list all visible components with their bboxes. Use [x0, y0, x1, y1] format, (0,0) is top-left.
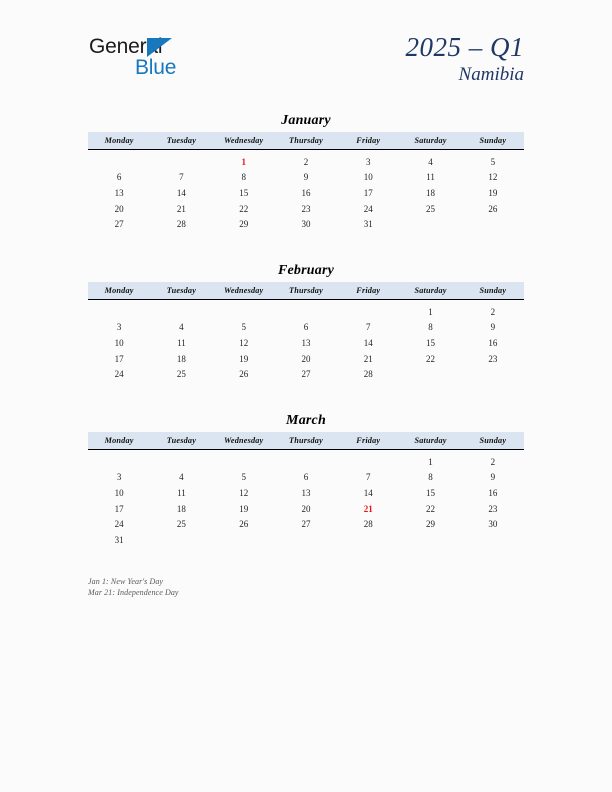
day-cell[interactable]: 14	[363, 337, 373, 348]
day-cell[interactable]: 20	[301, 353, 311, 364]
day-cell[interactable]: 28	[363, 519, 373, 530]
day-cell[interactable]: 22	[426, 503, 436, 514]
day-cell-empty	[213, 300, 275, 320]
table-row	[88, 300, 524, 320]
day-cell[interactable]: 10	[114, 487, 124, 498]
holiday-note: Mar 21: Independence Day	[88, 588, 179, 597]
day-cell[interactable]: 5	[241, 472, 246, 483]
day-cell[interactable]: 16	[488, 337, 498, 348]
day-cell[interactable]: 8	[241, 172, 246, 183]
day-cell-empty	[399, 366, 461, 382]
weekday-header-monday: Monday	[104, 286, 134, 295]
month-body	[88, 150, 524, 232]
title-block	[406, 33, 525, 87]
day-cell[interactable]: 14	[363, 487, 373, 498]
day-cell[interactable]: 27	[301, 369, 311, 380]
day-cell-empty	[150, 450, 212, 470]
table-row	[88, 485, 524, 501]
day-cell-empty	[150, 532, 212, 548]
day-cell[interactable]: 30	[488, 519, 498, 530]
table-row	[88, 532, 524, 548]
day-cell[interactable]: 26	[239, 369, 249, 380]
table-row	[88, 366, 524, 382]
holiday-note: Jan 1: New Year's Day	[88, 577, 164, 586]
weekday-header-sunday: Sunday	[479, 136, 507, 145]
table-row	[88, 150, 524, 170]
day-cell[interactable]: 16	[301, 187, 311, 198]
table-row	[88, 282, 524, 300]
day-cell-empty	[88, 150, 150, 170]
day-cell[interactable]: 26	[239, 519, 249, 530]
day-cell[interactable]: 18	[176, 353, 186, 364]
page-header	[0, 0, 612, 105]
day-cell[interactable]: 6	[303, 322, 309, 333]
day-cell-empty	[462, 532, 524, 548]
day-cell-empty	[213, 450, 275, 470]
day-cell[interactable]: 18	[176, 503, 186, 514]
day-cell[interactable]: 28	[176, 219, 186, 230]
country-subtitle: Namibia	[458, 64, 524, 86]
month-block-january	[88, 112, 524, 232]
day-cell[interactable]: 2	[303, 156, 309, 167]
table-row	[88, 320, 524, 336]
day-cell[interactable]: 19	[239, 503, 249, 514]
table-row	[88, 351, 524, 367]
general-blue-logo	[89, 36, 269, 82]
day-cell[interactable]: 17	[114, 353, 124, 364]
day-cell-holiday[interactable]: 1	[241, 156, 246, 167]
day-cell[interactable]: 7	[366, 472, 371, 483]
day-cell-empty	[399, 532, 461, 548]
day-cell[interactable]: 24	[363, 203, 373, 214]
day-cell[interactable]: 23	[301, 203, 311, 214]
day-cell[interactable]: 29	[426, 519, 436, 530]
day-cell-empty	[275, 532, 337, 548]
day-cell[interactable]: 7	[179, 172, 184, 183]
day-cell[interactable]: 19	[239, 353, 249, 364]
day-cell[interactable]: 13	[301, 487, 311, 498]
day-cell[interactable]: 26	[488, 203, 498, 214]
day-cell[interactable]: 2	[490, 456, 496, 467]
day-cell[interactable]: 17	[363, 187, 373, 198]
day-cell[interactable]: 10	[114, 337, 124, 348]
day-cell[interactable]: 11	[177, 487, 186, 498]
day-cell[interactable]: 4	[179, 472, 184, 483]
table-row	[88, 170, 524, 186]
day-cell[interactable]: 5	[490, 156, 496, 167]
table-row	[88, 450, 524, 470]
table-row	[88, 335, 524, 351]
weekday-header-saturday: Saturday	[414, 436, 447, 445]
month-table	[88, 132, 524, 232]
day-cell[interactable]: 9	[303, 172, 309, 183]
month-table	[88, 282, 524, 382]
day-cell[interactable]: 12	[239, 487, 249, 498]
day-cell[interactable]: 5	[241, 322, 246, 333]
day-cell[interactable]: 4	[179, 322, 184, 333]
table-row	[88, 132, 524, 150]
weekday-header-wednesday: Wednesday	[224, 286, 264, 295]
weekday-header-row	[88, 132, 524, 150]
day-cell[interactable]: 13	[301, 337, 311, 348]
day-cell[interactable]: 23	[488, 503, 498, 514]
table-row	[88, 185, 524, 201]
weekday-header-saturday: Saturday	[414, 286, 447, 295]
weekday-header-tuesday: Tuesday	[166, 436, 197, 445]
day-cell[interactable]: 27	[114, 219, 124, 230]
weekday-header-thursday: Thursday	[289, 136, 323, 145]
day-cell[interactable]: 24	[114, 369, 124, 380]
day-cell[interactable]: 28	[363, 369, 373, 380]
day-cell-empty	[337, 450, 399, 470]
day-cell[interactable]: 31	[363, 219, 373, 230]
day-cell[interactable]: 29	[239, 219, 249, 230]
day-cell-empty	[88, 300, 150, 320]
day-cell[interactable]: 20	[301, 503, 311, 514]
month-block-february	[88, 262, 524, 382]
day-cell[interactable]: 25	[176, 519, 186, 530]
day-cell[interactable]: 13	[114, 187, 124, 198]
month-title: March	[286, 413, 326, 428]
day-cell[interactable]: 21	[363, 353, 373, 364]
day-cell[interactable]: 24	[114, 519, 124, 530]
weekday-header-sunday: Sunday	[479, 286, 507, 295]
weekday-header-friday: Friday	[356, 136, 381, 145]
day-cell[interactable]: 20	[114, 203, 124, 214]
weekday-header-monday: Monday	[104, 436, 134, 445]
day-cell[interactable]: 22	[239, 203, 249, 214]
day-cell[interactable]: 8	[428, 322, 433, 333]
day-cell-empty	[150, 300, 212, 320]
weekday-header-wednesday: Wednesday	[224, 136, 264, 145]
day-cell[interactable]: 8	[428, 472, 433, 483]
page-title: 2025 – Q1	[405, 32, 524, 62]
day-cell[interactable]: 14	[176, 187, 186, 198]
day-cell[interactable]: 9	[490, 472, 496, 483]
weekday-header-friday: Friday	[356, 286, 381, 295]
day-cell[interactable]: 7	[366, 322, 371, 333]
day-cell[interactable]: 25	[426, 203, 436, 214]
table-row	[88, 501, 524, 517]
day-cell-empty	[462, 366, 524, 382]
day-cell-empty	[275, 450, 337, 470]
day-cell[interactable]: 3	[116, 322, 122, 333]
day-cell[interactable]: 3	[116, 472, 122, 483]
weekday-header-row	[88, 432, 524, 450]
day-cell[interactable]: 15	[239, 187, 249, 198]
day-cell[interactable]: 3	[366, 156, 371, 167]
month-title: January	[281, 113, 331, 128]
day-cell-empty	[213, 532, 275, 548]
weekday-header-monday: Monday	[104, 136, 134, 145]
weekday-header-thursday: Thursday	[289, 286, 323, 295]
weekday-header-sunday: Sunday	[479, 436, 507, 445]
day-cell[interactable]: 10	[363, 172, 373, 183]
month-body	[88, 300, 524, 382]
month-table	[88, 432, 524, 548]
table-row	[88, 216, 524, 232]
day-cell[interactable]: 16	[488, 487, 498, 498]
weekday-header-wednesday: Wednesday	[224, 436, 264, 445]
day-cell-empty	[337, 532, 399, 548]
weekday-header-thursday: Thursday	[289, 436, 323, 445]
day-cell-holiday[interactable]: 21	[363, 503, 373, 514]
day-cell[interactable]: 11	[426, 172, 435, 183]
day-cell[interactable]: 4	[428, 156, 433, 167]
day-cell-empty	[462, 216, 524, 232]
weekday-header-saturday: Saturday	[414, 136, 447, 145]
logo-text-blue: Blue	[135, 56, 177, 79]
day-cell[interactable]: 15	[426, 337, 436, 348]
weekday-header-tuesday: Tuesday	[166, 286, 197, 295]
day-cell-empty	[88, 450, 150, 470]
triangle-right-icon	[147, 38, 172, 57]
day-cell[interactable]: 9	[490, 322, 496, 333]
logo-text-general: General	[89, 35, 163, 58]
day-cell-empty	[150, 150, 212, 170]
day-cell[interactable]: 1	[428, 306, 433, 317]
day-cell[interactable]: 23	[488, 353, 498, 364]
day-cell[interactable]: 12	[488, 172, 498, 183]
day-cell-empty	[337, 300, 399, 320]
day-cell[interactable]: 22	[426, 353, 436, 364]
month-body	[88, 450, 524, 548]
table-row	[88, 201, 524, 217]
weekday-header-row	[88, 282, 524, 300]
day-cell[interactable]: 30	[301, 219, 311, 230]
day-cell[interactable]: 25	[176, 369, 186, 380]
day-cell[interactable]: 17	[114, 503, 124, 514]
weekday-header-friday: Friday	[356, 436, 381, 445]
day-cell[interactable]: 1	[428, 456, 433, 467]
table-row	[88, 470, 524, 486]
day-cell[interactable]: 6	[116, 172, 122, 183]
day-cell-empty	[275, 300, 337, 320]
day-cell-empty	[399, 216, 461, 232]
day-cell[interactable]: 12	[239, 337, 249, 348]
day-cell[interactable]: 6	[303, 472, 309, 483]
table-row	[88, 432, 524, 450]
day-cell[interactable]: 2	[490, 306, 496, 317]
day-cell[interactable]: 21	[176, 203, 186, 214]
day-cell[interactable]: 18	[426, 187, 436, 198]
holiday-notes	[88, 576, 488, 598]
month-title: February	[277, 263, 335, 278]
day-cell[interactable]: 31	[114, 534, 124, 545]
day-cell[interactable]: 19	[488, 187, 498, 198]
weekday-header-tuesday: Tuesday	[166, 136, 197, 145]
table-row	[88, 516, 524, 532]
month-block-march	[88, 412, 524, 548]
day-cell[interactable]: 11	[177, 337, 186, 348]
day-cell[interactable]: 27	[301, 519, 311, 530]
day-cell[interactable]: 15	[426, 487, 436, 498]
